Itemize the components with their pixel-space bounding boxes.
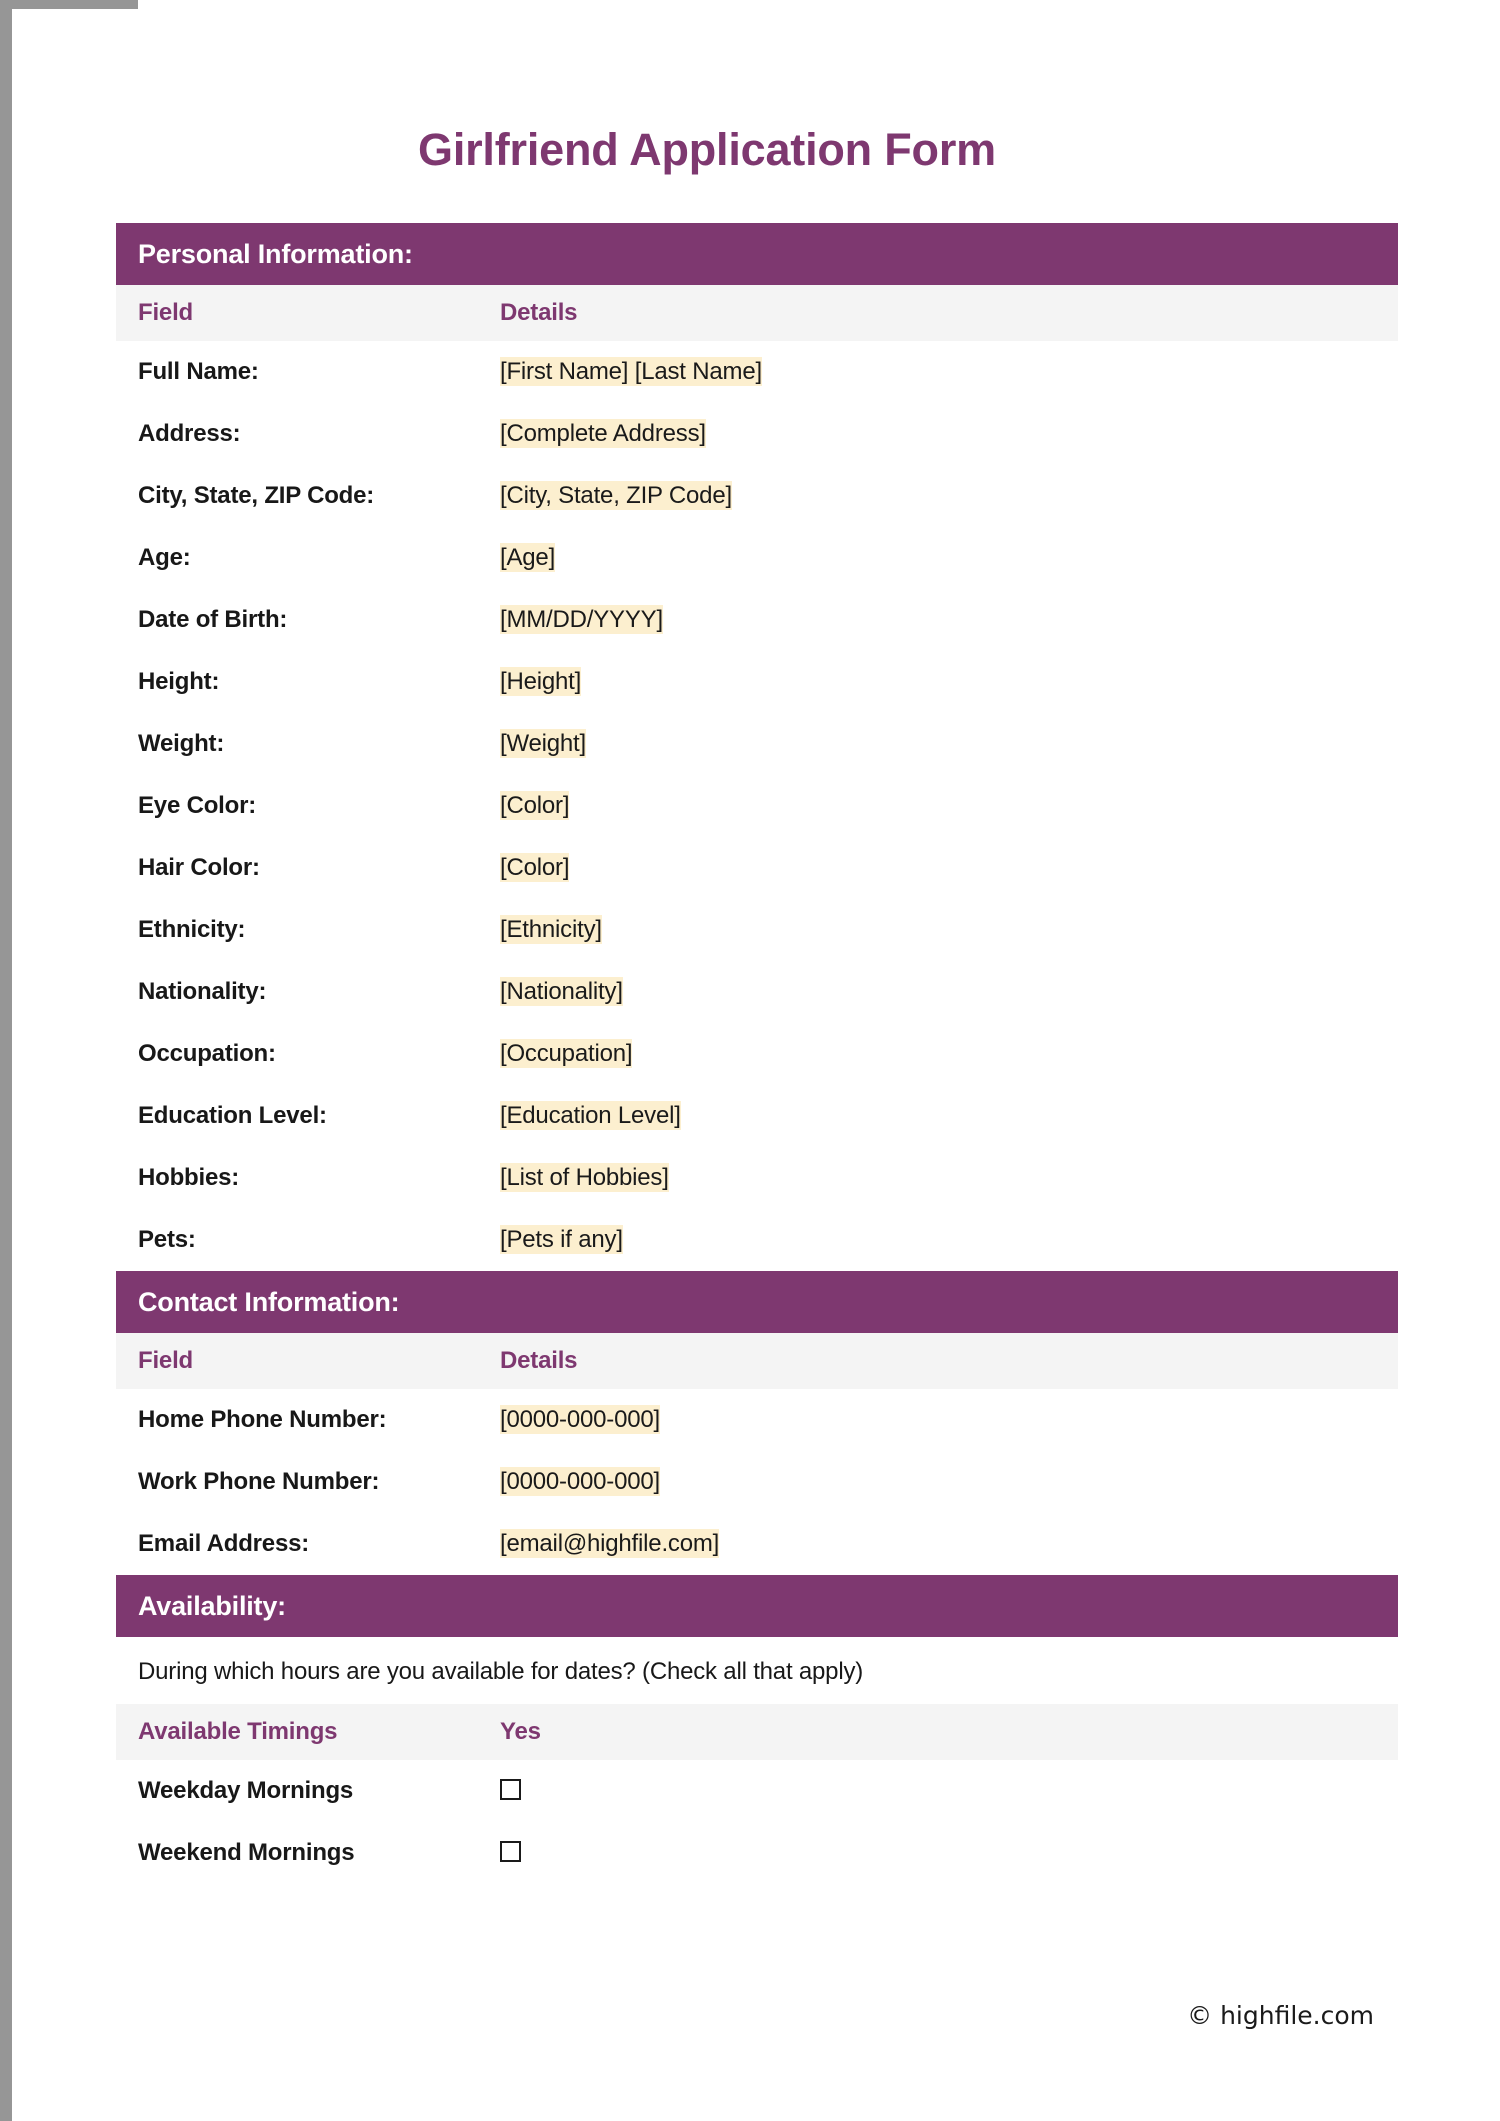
- row-value[interactable]: [478, 1023, 1398, 1085]
- row-label: Date of Birth:: [116, 589, 478, 651]
- row-label: Education Level:: [116, 1085, 478, 1147]
- checkbox-icon-weekday-mornings[interactable]: [500, 1779, 521, 1800]
- placeholder-value: [First Name] [Last Name]: [500, 358, 762, 385]
- page-left-border: [0, 0, 12, 2121]
- column-header-details: Details: [478, 285, 1398, 341]
- checkbox-icon-weekend-mornings[interactable]: [500, 1841, 521, 1862]
- availability-question: During which hours are you available for dates? (Check all that apply): [116, 1637, 1398, 1704]
- row-value[interactable]: [478, 961, 1398, 1023]
- row-label: Home Phone Number:: [116, 1389, 478, 1451]
- table-row: [116, 1023, 1398, 1085]
- personal-information-table: [116, 285, 1398, 1271]
- row-label: Pets:: [116, 1209, 478, 1271]
- section-header-contact-information: [116, 1271, 1398, 1333]
- placeholder-value: [Height]: [500, 668, 582, 695]
- row-label: Full Name:: [116, 341, 478, 403]
- row-value[interactable]: [478, 1389, 1398, 1451]
- table-header-row: [116, 1333, 1398, 1389]
- row-value[interactable]: [478, 899, 1398, 961]
- column-header-field: Field: [116, 285, 478, 341]
- table-row: [116, 1822, 1398, 1884]
- row-label: Weekend Mornings: [116, 1822, 478, 1884]
- table-row: [116, 1085, 1398, 1147]
- table-row: [116, 465, 1398, 527]
- table-row: [116, 1513, 1398, 1575]
- page-top-border: [0, 0, 138, 9]
- column-header-available-timings: Available Timings: [116, 1704, 478, 1760]
- table-row: [116, 899, 1398, 961]
- row-value[interactable]: [478, 527, 1398, 589]
- row-label: Weekday Mornings: [116, 1760, 478, 1822]
- document-body: [12, 9, 1500, 2121]
- placeholder-value: [Color]: [500, 792, 570, 819]
- row-value[interactable]: [478, 1147, 1398, 1209]
- table-row: [116, 1147, 1398, 1209]
- row-label: Eye Color:: [116, 775, 478, 837]
- contact-information-table: [116, 1333, 1398, 1575]
- placeholder-value: [email@highfile.com]: [500, 1530, 720, 1557]
- availability-table: [116, 1704, 1398, 1884]
- table-header-row: [116, 1704, 1398, 1760]
- row-value[interactable]: [478, 837, 1398, 899]
- footer-copyright: © highfile.com: [1187, 2001, 1374, 2030]
- row-value[interactable]: [478, 1760, 1398, 1822]
- row-value[interactable]: [478, 651, 1398, 713]
- row-label: Address:: [116, 403, 478, 465]
- row-value[interactable]: [478, 1209, 1398, 1271]
- table-row: [116, 527, 1398, 589]
- placeholder-value: [Occupation]: [500, 1040, 633, 1067]
- row-label: City, State, ZIP Code:: [116, 465, 478, 527]
- form-sheet: [116, 223, 1398, 1884]
- page-title: Girlfriend Application Form: [418, 124, 996, 175]
- row-value[interactable]: [478, 1085, 1398, 1147]
- table-row: [116, 713, 1398, 775]
- row-value[interactable]: [478, 589, 1398, 651]
- table-header-row: [116, 285, 1398, 341]
- placeholder-value: [Weight]: [500, 730, 586, 757]
- table-row: [116, 1760, 1398, 1822]
- row-value[interactable]: [478, 403, 1398, 465]
- column-header-yes: Yes: [478, 1704, 1398, 1760]
- column-header-field: Field: [116, 1333, 478, 1389]
- section-title-contact-information: Contact Information:: [138, 1286, 400, 1317]
- table-row: [116, 1451, 1398, 1513]
- placeholder-value: [City, State, ZIP Code]: [500, 482, 732, 509]
- table-row: [116, 403, 1398, 465]
- table-row: [116, 1209, 1398, 1271]
- row-label: Age:: [116, 527, 478, 589]
- row-label: Height:: [116, 651, 478, 713]
- section-title-availability: Availability:: [138, 1590, 286, 1621]
- row-value[interactable]: [478, 713, 1398, 775]
- row-value[interactable]: [478, 465, 1398, 527]
- section-title-personal-information: Personal Information:: [138, 238, 413, 269]
- section-header-availability: [116, 1575, 1398, 1637]
- table-row: [116, 341, 1398, 403]
- row-label: Hair Color:: [116, 837, 478, 899]
- placeholder-value: [Ethnicity]: [500, 916, 602, 943]
- row-label: Hobbies:: [116, 1147, 478, 1209]
- placeholder-value: [Nationality]: [500, 978, 623, 1005]
- row-value[interactable]: [478, 1451, 1398, 1513]
- row-value[interactable]: [478, 1822, 1398, 1884]
- table-row: [116, 651, 1398, 713]
- placeholder-value: [0000-000-000]: [500, 1468, 660, 1495]
- placeholder-value: [Education Level]: [500, 1102, 681, 1129]
- row-value[interactable]: [478, 341, 1398, 403]
- row-label: Work Phone Number:: [116, 1451, 478, 1513]
- row-value[interactable]: [478, 1513, 1398, 1575]
- table-row: [116, 837, 1398, 899]
- placeholder-value: [0000-000-000]: [500, 1406, 660, 1433]
- placeholder-value: [Color]: [500, 854, 570, 881]
- row-label: Occupation:: [116, 1023, 478, 1085]
- row-value[interactable]: [478, 775, 1398, 837]
- table-row: [116, 589, 1398, 651]
- row-label: Email Address:: [116, 1513, 478, 1575]
- row-label: Weight:: [116, 713, 478, 775]
- row-label: Ethnicity:: [116, 899, 478, 961]
- placeholder-value: [Pets if any]: [500, 1226, 623, 1253]
- column-header-details: Details: [478, 1333, 1398, 1389]
- table-row: [116, 1389, 1398, 1451]
- section-header-personal-information: [116, 223, 1398, 285]
- placeholder-value: [Complete Address]: [500, 420, 706, 447]
- placeholder-value: [Age]: [500, 544, 556, 571]
- table-row: [116, 775, 1398, 837]
- row-label: Nationality:: [116, 961, 478, 1023]
- table-row: [116, 961, 1398, 1023]
- placeholder-value: [List of Hobbies]: [500, 1164, 669, 1191]
- placeholder-value: [MM/DD/YYYY]: [500, 606, 663, 633]
